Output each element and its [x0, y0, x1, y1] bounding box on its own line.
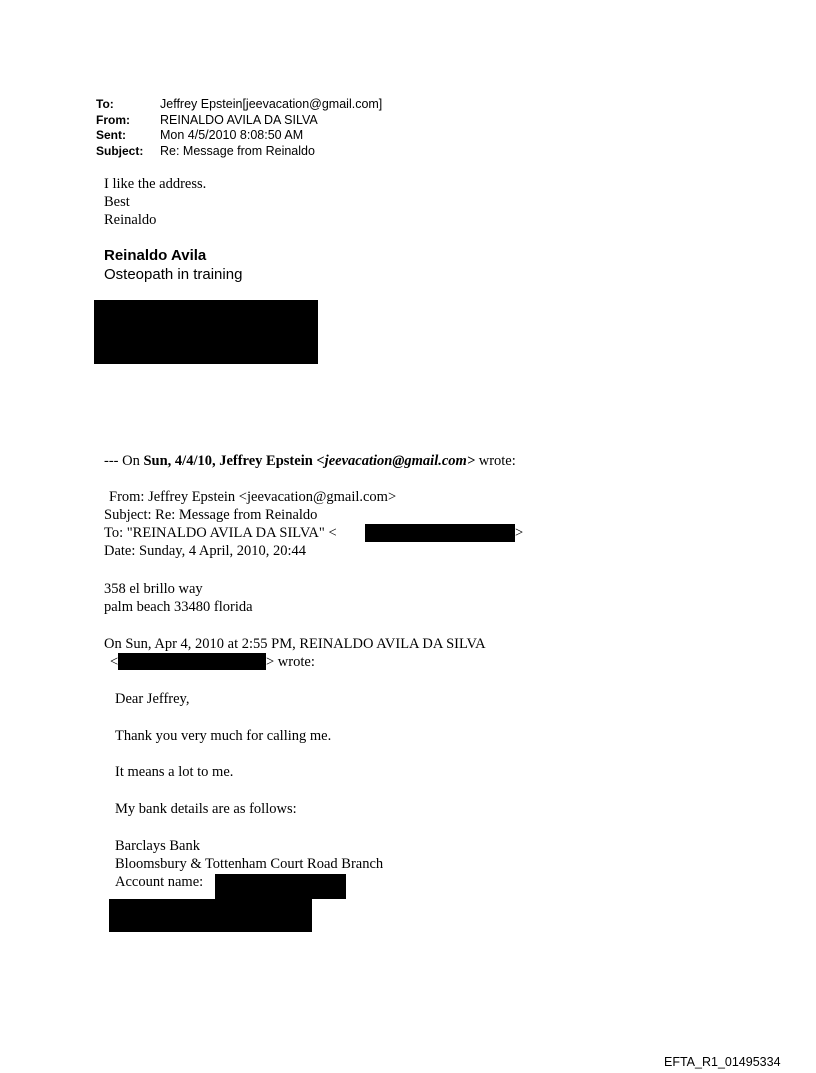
forwarded-to-end: > [515, 525, 524, 541]
redaction-box [109, 899, 312, 932]
paragraph-2: It means a lot to me. [115, 764, 234, 780]
bank-line-3: Account name: [115, 874, 204, 890]
subject-label: Subject: [96, 144, 144, 158]
signature-title: Osteopath in training [104, 266, 243, 283]
quote-intro-email: <jeevacation@gmail.com> [316, 453, 476, 469]
bank-line-1: Barclays Bank [115, 838, 200, 854]
forwarded-date: Date: Sunday, 4 April, 2010, 20:44 [104, 543, 307, 559]
sent-value: Mon 4/5/2010 8:08:50 AM [160, 128, 304, 142]
reply-line-1: I like the address. [104, 176, 207, 192]
reply-line-3: Reinaldo [104, 212, 157, 228]
address-line-2: palm beach 33480 florida [104, 599, 253, 615]
sent-label: Sent: [96, 128, 126, 142]
quote-intro-date: Sun, 4/4/10, Jeffrey Epstein [143, 453, 317, 469]
quote-intro-suffix: wrote: [475, 453, 516, 469]
quote-intro-prefix: --- On [104, 453, 144, 469]
forwarded-from: From: Jeffrey Epstein <jeevacation@gmail.com> [109, 489, 397, 505]
redaction-box [118, 653, 266, 670]
inner-quote-wrote: > wrote: [266, 654, 315, 670]
signature-name: Reinaldo Avila [104, 247, 207, 264]
paragraph-1: Thank you very much for calling me. [115, 728, 332, 744]
paragraph-3: My bank details are as follows: [115, 801, 297, 817]
redaction-box [94, 300, 318, 364]
inner-quote-lt: < [110, 654, 119, 670]
redaction-box [215, 874, 346, 899]
greeting: Dear Jeffrey, [115, 691, 190, 707]
inner-quote-line: On Sun, Apr 4, 2010 at 2:55 PM, REINALDO AVILA DA SILVA [104, 636, 486, 652]
from-label: From: [96, 113, 130, 127]
forwarded-subject: Subject: Re: Message from Reinaldo [104, 507, 318, 523]
redaction-box [365, 524, 515, 542]
address-line-1: 358 el brillo way [104, 581, 203, 597]
bank-line-2: Bloomsbury & Tottenham Court Road Branch [115, 856, 384, 872]
from-value: REINALDO AVILA DA SILVA [160, 113, 318, 127]
forwarded-to: To: "REINALDO AVILA DA SILVA" < [104, 525, 337, 541]
to-value: Jeffrey Epstein[jeevacation@gmail.com] [160, 97, 383, 111]
quote-intro [104, 452, 516, 470]
to-label: To: [96, 97, 114, 111]
reply-line-2: Best [104, 194, 130, 210]
subject-value: Re: Message from Reinaldo [160, 144, 315, 158]
document-id: EFTA_R1_01495334 [664, 1055, 781, 1069]
